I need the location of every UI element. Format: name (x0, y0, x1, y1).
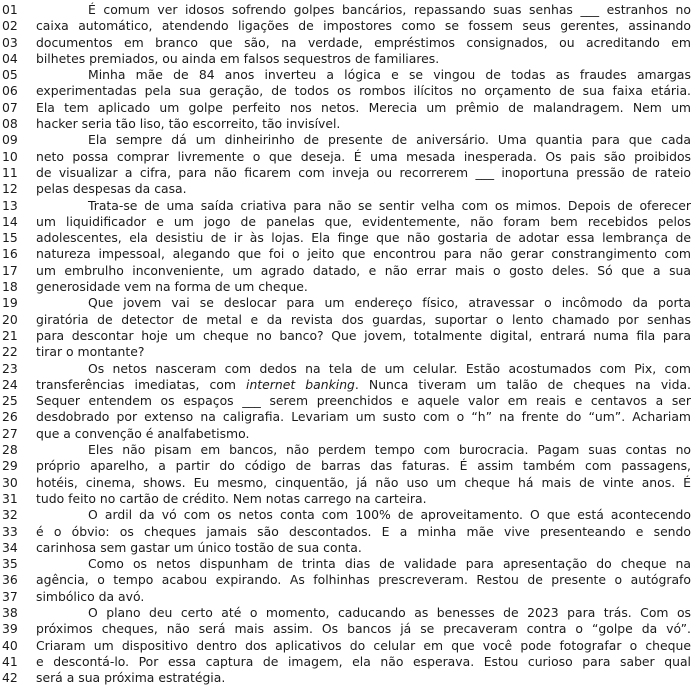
text-line (0, 149, 699, 165)
line-number: 23 (2, 360, 18, 376)
text-line (0, 116, 699, 132)
line-text: bilhetes premiados, ou ainda em falsos sequestros de familiares. (36, 50, 440, 66)
line-text: e descontá-lo. Por essa captura de imagem, ela não esperava. Estou curioso para saber qual (36, 653, 691, 669)
line-text: desdobrado por extenso na caligrafia. Levariam um susto com o “h” na frente do “um”. Achariam (36, 409, 691, 425)
line-text: tirar o montante? (36, 344, 145, 360)
text-line (0, 556, 699, 572)
text-line (0, 621, 699, 637)
text-line (0, 393, 699, 409)
line-text: Minha mãe de 84 anos inverteu a lógica e se vingou de todas as fraudes amargas (88, 67, 691, 83)
line-number: 13 (2, 197, 18, 213)
line-text: próprio aparelho, a partir do código de barras das faturas. É assim também com passagens, (36, 458, 691, 474)
line-text: um liquidificador e um jogo de panelas que, evidentemente, não foram bem recebidos pelos (36, 213, 691, 229)
line-number: 30 (2, 474, 18, 490)
line-text: generosidade vem na forma de um cheque. (36, 279, 308, 295)
text-line (0, 442, 699, 458)
line-number: 41 (2, 653, 18, 669)
text-line (0, 279, 699, 295)
text-line (0, 458, 699, 474)
text-line (0, 198, 699, 214)
line-text: Que jovem vai se deslocar para um endereço físico, atravessar o incômodo da porta (88, 295, 691, 311)
text-line (0, 638, 699, 654)
text-line (0, 312, 699, 328)
text-line (0, 361, 699, 377)
line-text: carinhosa sem gastar um único tostão de sua conta. (36, 539, 362, 555)
text-line (0, 328, 699, 344)
line-text: documentos em branco que são, na verdade, empréstimos consignados, ou acreditando em (36, 34, 691, 50)
text-line (0, 263, 699, 279)
line-number: 19 (2, 295, 18, 311)
line-text: Os netos nasceram com dedos na tela de um celular. Estão acostumados com Pix, com (88, 360, 691, 376)
line-text: que a convenção é analfabetismo. (36, 425, 250, 441)
line-text: natureza impessoal, alegando que foi o jeito que encontrou para não gerar constrangimento com (36, 246, 691, 262)
line-number: 29 (2, 458, 18, 474)
line-number: 33 (2, 523, 18, 539)
line-text: O ardil da vó com os netos conta com 100% de aproveitamento. O que está acontecendo (88, 507, 691, 523)
line-text: Ela sempre dá um dinheirinho de presente de aniversário. Uma quantia para que cada (88, 132, 691, 148)
line-number: 37 (2, 588, 18, 604)
line-number: 12 (2, 181, 18, 197)
line-text: um embrulho inconveniente, um agrado datado, e não errar mais o gosto deles. Só que a sua (36, 262, 691, 278)
text-line (0, 344, 699, 360)
line-text: É comum ver idosos sofrendo golpes bancários, repassando suas senhas ___ estranhos no (88, 2, 691, 17)
line-number: 31 (2, 490, 18, 506)
text-document (0, 2, 699, 686)
line-text (36, 377, 691, 393)
line-number: 07 (2, 99, 18, 115)
line-text: tudo feito no cartão de crédito. Nem notas carrego na carteira. (36, 490, 427, 506)
line-number: 05 (2, 67, 18, 83)
text-line (0, 51, 699, 67)
line-text: experimentadas pela sua geração, de todos os rombos ilícitos no orçamento de sua faixa etária. (36, 83, 691, 99)
text-line (0, 214, 699, 230)
text-line (0, 524, 699, 540)
line-number: 42 (2, 670, 18, 686)
line-number: 39 (2, 621, 18, 637)
text-line (0, 246, 699, 262)
text-line (0, 409, 699, 425)
line-number: 06 (2, 83, 18, 99)
text-line (0, 475, 699, 491)
text-line (0, 83, 699, 99)
line-text: hotéis, cinema, shows. Eu mesmo, cinquentão, já não uso um cheque há mais de vinte anos. É (36, 474, 691, 490)
line-number: 04 (2, 50, 18, 66)
line-text-part: transferências imediatas, com (36, 376, 246, 392)
line-number: 34 (2, 539, 18, 555)
text-line (0, 165, 699, 181)
text-line (0, 654, 699, 670)
line-number: 24 (2, 376, 18, 392)
line-text: hacker seria tão liso, tão escorreito, tão invisível. (36, 116, 341, 132)
text-line (0, 426, 699, 442)
line-number: 25 (2, 393, 18, 409)
text-line (0, 295, 699, 311)
line-number: 20 (2, 311, 18, 327)
line-number: 36 (2, 572, 18, 588)
line-number: 28 (2, 442, 18, 458)
line-number: 22 (2, 344, 18, 360)
italic-term: internet banking (246, 376, 355, 392)
line-text: O plano deu certo até o momento, caducando as benesses de 2023 para trás. Com os (88, 604, 691, 620)
line-text: Ela tem aplicado um golpe perfeito nos netos. Merecia um prêmio de malandragem. Nem um (36, 99, 691, 115)
line-text: é o óbvio: os cheques jamais são descontados. E a minha mãe vive presenteando e sendo (36, 523, 691, 539)
text-line (0, 100, 699, 116)
line-number: 32 (2, 507, 18, 523)
text-line (0, 491, 699, 507)
text-line (0, 572, 699, 588)
line-number: 17 (2, 262, 18, 278)
line-number: 38 (2, 604, 18, 620)
line-text: agência, o tempo acabou expirando. As folhinhas prescreveram. Restou de presente o autógrafo (36, 572, 691, 588)
line-number: 01 (2, 2, 18, 17)
line-text: simbólico da avó. (36, 588, 145, 604)
line-number: 16 (2, 246, 18, 262)
line-number: 09 (2, 132, 18, 148)
line-number: 10 (2, 148, 18, 164)
line-number: 18 (2, 279, 18, 295)
line-text: Eles não pisam em bancos, não perdem tempo com burocracia. Pagam suas contas no (88, 442, 691, 458)
line-number: 02 (2, 18, 18, 34)
line-text-part: . Nunca tiveram um talão de cheques na vida. (354, 376, 691, 392)
line-number: 21 (2, 327, 18, 343)
line-number: 11 (2, 164, 18, 180)
line-text: Criaram um dispositivo dentro dos aplicativos do celular em que você pode fotografar o cheque (36, 637, 691, 653)
line-text: caixa automático, atendendo ligações de impostores como se fossem seus gerentes, assinando (36, 18, 691, 34)
line-text: neto possa comprar livremente o que deseja. É uma mesada inesperada. Os pais são proibidos (36, 148, 691, 164)
text-line (0, 230, 699, 246)
line-number: 26 (2, 409, 18, 425)
line-text: giratória de detector de metal e da revista dos guardas, suportar o lento chamado por senhas (36, 311, 691, 327)
text-line (0, 377, 699, 393)
text-line (0, 181, 699, 197)
line-text: Trata-se de uma saída criativa para não se sentir velha com os mimos. Depois de oferecer (88, 197, 691, 213)
text-line (0, 132, 699, 148)
line-number: 27 (2, 425, 18, 441)
line-text: Como os netos dispunham de trinta dias de validade para apresentação do cheque na (88, 556, 691, 572)
text-line (0, 18, 699, 34)
text-line (0, 589, 699, 605)
line-number: 08 (2, 116, 18, 132)
line-text: para descontar hoje um cheque no banco? Que jovem, totalmente digital, entrará numa fila para (36, 327, 691, 343)
line-text: Sequer entendem os espaços ___ serem preenchidos e aquele valor em reais e centavos a ser (36, 393, 691, 409)
line-text: adolescentes, ela desistiu de ir às lojas. Ela finge que não gostaria de adotar essa lembrança de (36, 230, 691, 246)
line-number: 35 (2, 556, 18, 572)
line-text: de visualizar a cifra, para não ficarem com inveja ou recorrerem ___ inoportuna pressão de rateio (36, 164, 691, 180)
line-number: 14 (2, 213, 18, 229)
text-line (0, 605, 699, 621)
text-line (0, 67, 699, 83)
line-number: 40 (2, 637, 18, 653)
text-line (0, 670, 699, 686)
line-text: pelas despesas da casa. (36, 181, 187, 197)
line-text: será a sua próxima estratégia. (36, 670, 226, 686)
text-line (0, 35, 699, 51)
text-line (0, 507, 699, 523)
text-line (0, 540, 699, 556)
text-line (0, 2, 699, 18)
line-number: 15 (2, 230, 18, 246)
line-number: 03 (2, 34, 18, 50)
line-text: próximos cheques, não será mais assim. Os bancos já se precaveram contra o “golpe da vó”. (36, 621, 691, 637)
